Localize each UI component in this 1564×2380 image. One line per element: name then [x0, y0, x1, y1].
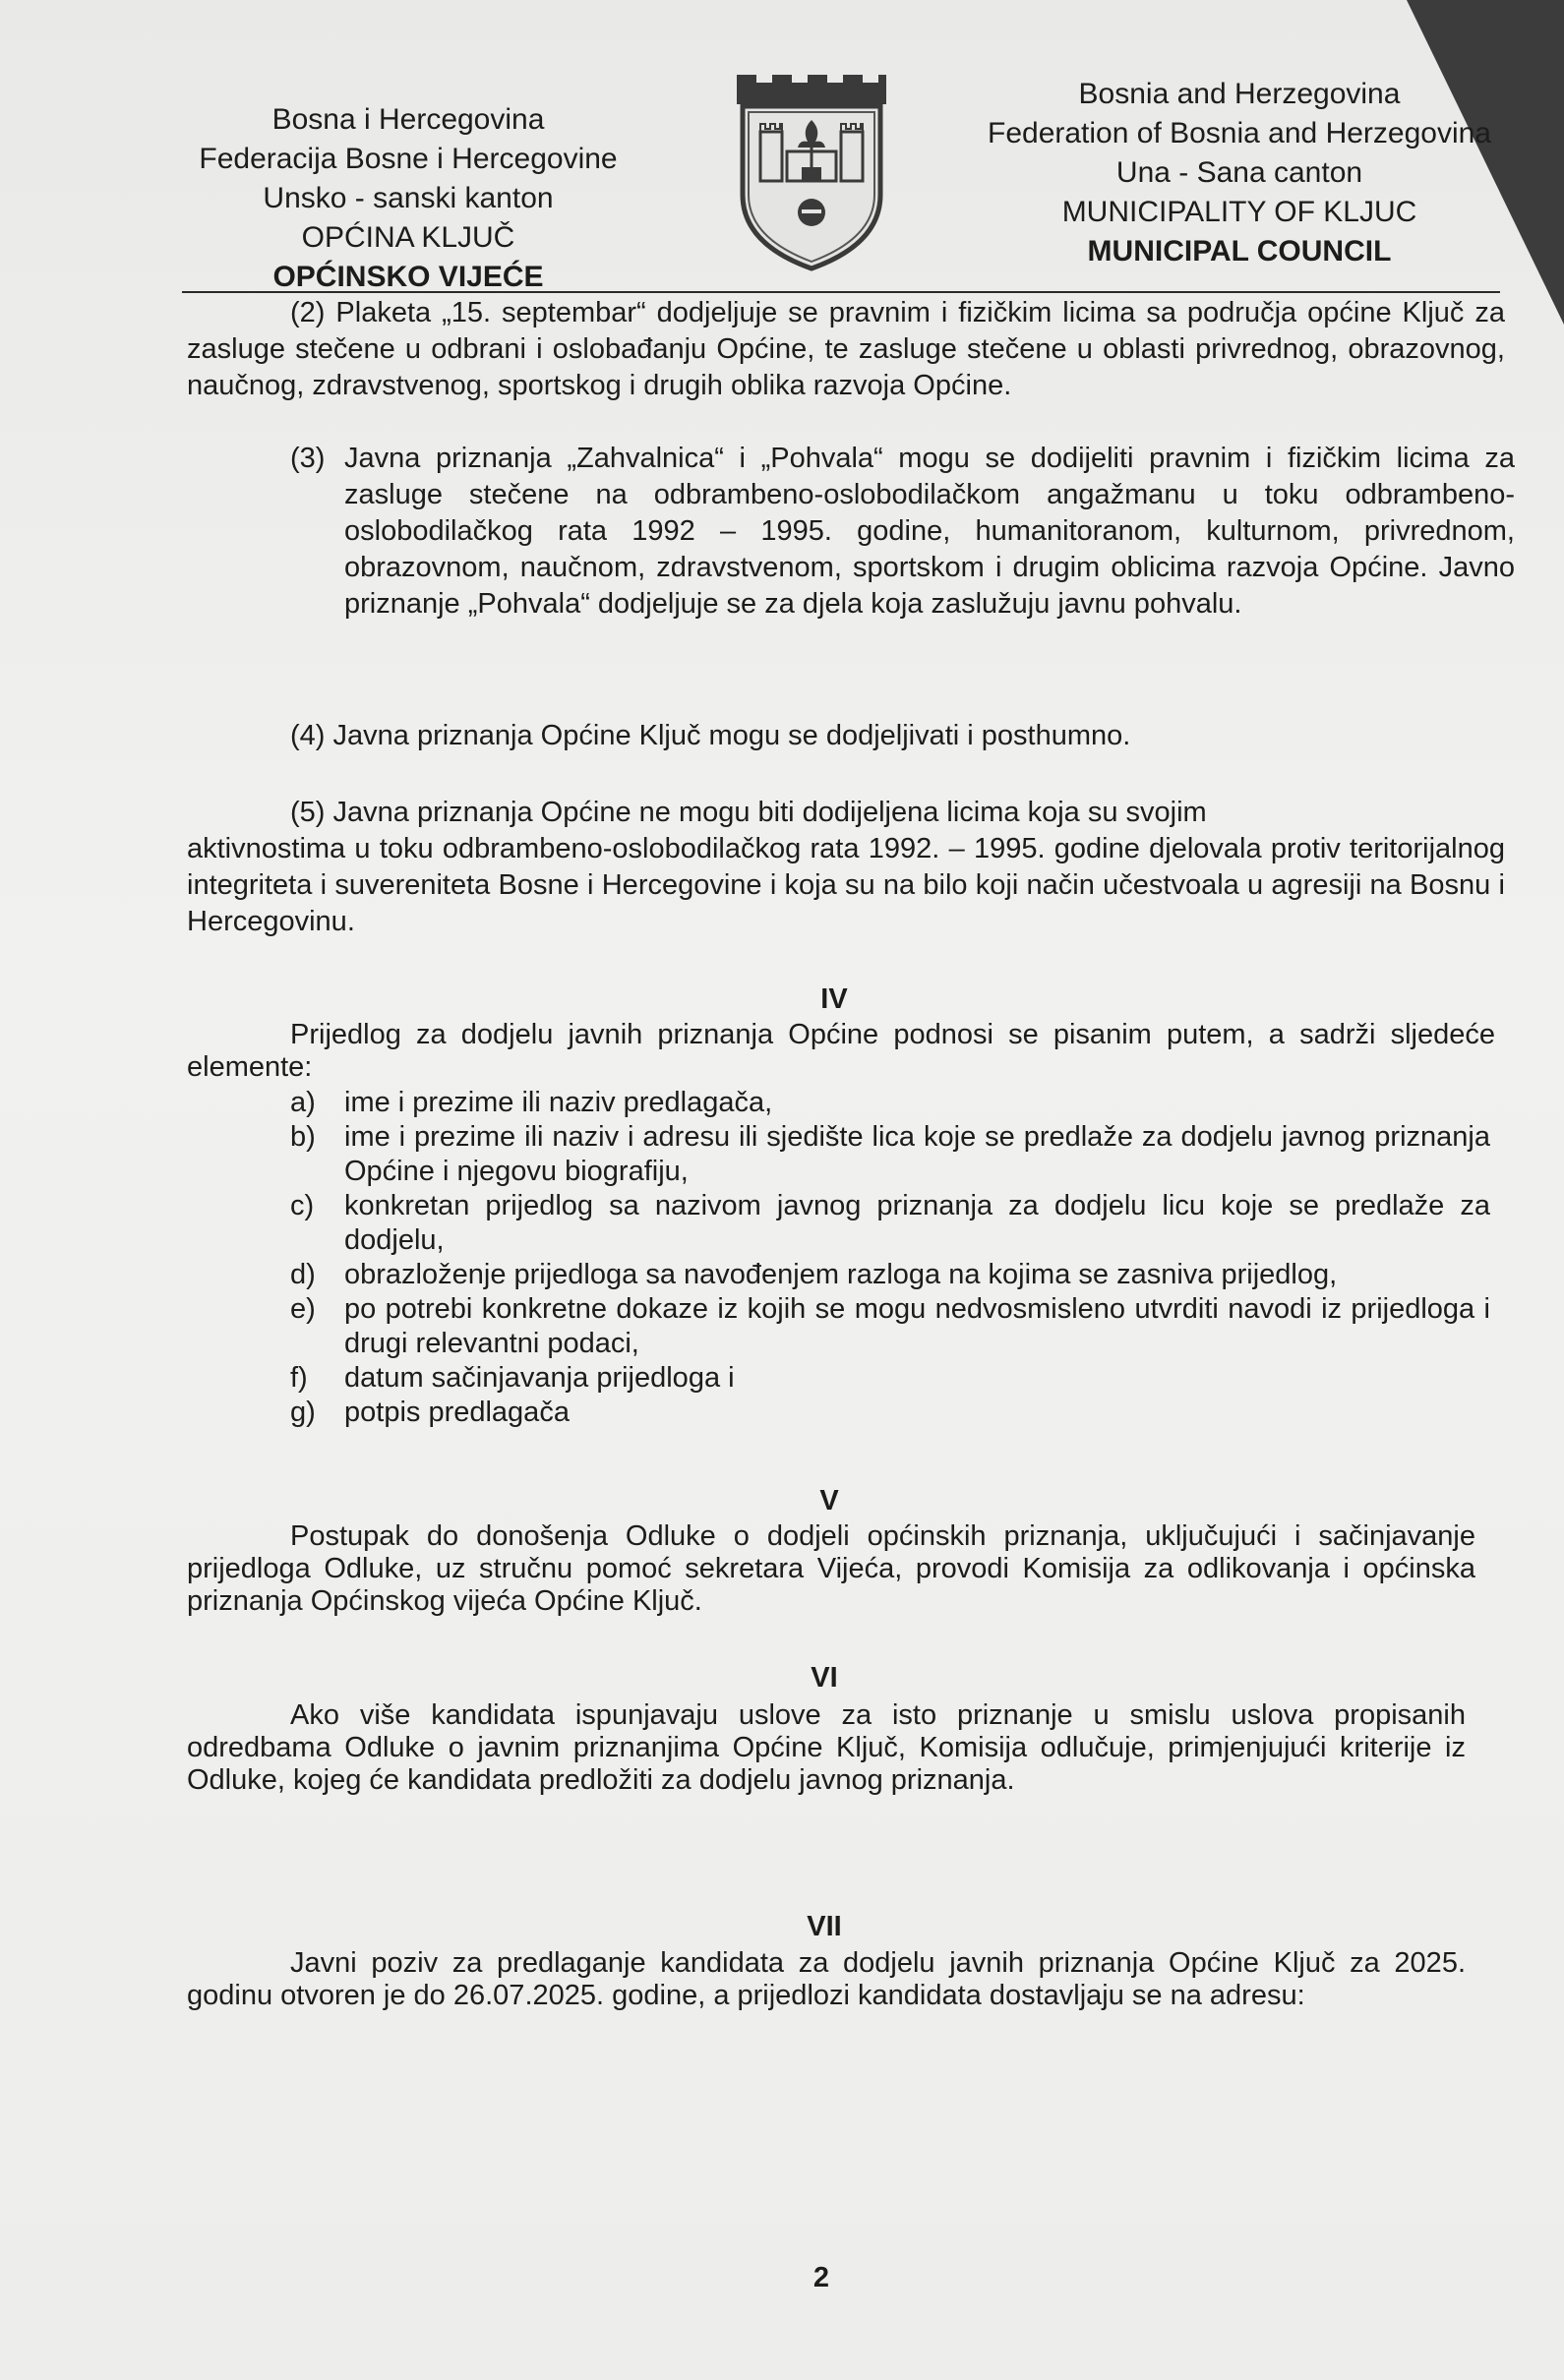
header-right-municipality: MUNICIPALITY OF KLJUC [1061, 196, 1417, 228]
list-item [290, 1292, 1490, 1361]
list-item-text: ime i prezime ili naziv i adresu ili sjedište lica koje se predlaže za dodjelu javnog priznanja Općine i njegovu biografiju, [344, 1121, 1490, 1187]
section-vi-text: Ako više kandidata ispunjavaju uslove za isto priznanje u smislu uslova propisanih odredbama Odluke o javnim priznanjima Općine Ključ, Komisija odlučuje, primjenjujući kriterije iz Odluke, kojeg će kandidata predložiti za dodjelu javnog priznanja. [187, 1699, 1466, 1796]
header-left-federation: Federacija Bosne i Hercegovine [199, 143, 618, 175]
page-number: 2 [812, 2262, 830, 2293]
header-left [172, 100, 644, 297]
list-item-label: b) [290, 1121, 316, 1153]
header-left-canton: Unsko - sanski kanton [263, 182, 554, 214]
header-right [944, 75, 1534, 271]
list-item-text: obrazloženje prijedloga sa navođenjem razloga na kojima se zasniva prijedlog, [344, 1259, 1338, 1290]
section-v-title: V [819, 1485, 839, 1517]
section-vi-title: VI [811, 1662, 838, 1694]
list-item [290, 1361, 1490, 1396]
list-item [290, 1086, 1490, 1120]
section-iv-list [290, 1086, 1490, 1430]
header-right-canton: Una - Sana canton [1115, 156, 1363, 189]
list-item [290, 1120, 1490, 1189]
section-vii-text: Javni poziv za predlaganje kandidata za dodjelu javnih priznanja Općine Ključ za 2025. godinu otvoren je do 26.07.2025. godine, a prijedlozi kandidata dostavljaju se na adresu: [187, 1947, 1466, 2011]
list-item-label: a) [290, 1087, 316, 1118]
paragraph-3-number: (3) [290, 443, 326, 474]
list-item-text: konkretan prijedlog sa nazivom javnog priznanja za dodjelu licu koje se predlaže za dodjelu, [344, 1190, 1490, 1256]
paragraph-3: Javna priznanja „Zahvalnica“ i „Pohvala“ mogu se dodijeliti pravnim i fizičkim licima za zasluge stečene na odbrambeno-oslobodilačkom angažmanu u toku odbrambeno-oslobodilačkog rata 1992 – 1995. godine, humanitoranom, kulturnom, privrednom, obrazovnom, naučnom, zdravstvenom, sportskom i drugim oblicima razvoja Općine. Javno priznanje „Pohvala“ dodjeljuje se za djela koja zaslužuju javnu pohvalu. [344, 443, 1515, 620]
list-item-text: potpis predlagača [344, 1397, 570, 1428]
paragraph-5-first-line: (5) Javna priznanja Općine ne mogu biti dodijeljena licima koja su svojim [290, 797, 1207, 828]
header-left-council: OPĆINSKO VIJEĆE [272, 261, 544, 293]
list-item [290, 1189, 1490, 1258]
list-item-label: e) [290, 1293, 316, 1325]
section-vii-title: VII [807, 1911, 842, 1942]
paragraph-4: (4) Javna priznanja Općine Ključ mogu se dodjeljivati i posthumno. [290, 720, 1131, 751]
coat-of-arms-icon [733, 65, 890, 271]
list-item [290, 1396, 1490, 1430]
section-iv-title: IV [820, 983, 848, 1015]
header-left-municipality: OPĆINA KLJUČ [301, 221, 515, 254]
paragraph-2: (2) Plaketa „15. septembar“ dodjeljuje se pravnim i fizičkim licima sa područja općine Ključ za zasluge stečene u odbrani i oslobađanju Općine, te zasluge stečene u oblasti privrednog, obrazovnog, naučnog, zdravstvenog, sportskog i drugih oblika razvoja Općine. [187, 297, 1505, 401]
header-left-country: Bosna i Hercegovina [271, 103, 545, 136]
list-item-text: po potrebi konkretne dokaze iz kojih se mogu nedvosmisleno utvrditi navodi iz prijedloga i drugi relevantni podaci, [344, 1293, 1490, 1359]
list-item [290, 1258, 1490, 1292]
header-right-federation: Federation of Bosnia and Herzegovina [988, 117, 1491, 149]
list-item-text: datum sačinjavanja prijedloga i [344, 1362, 735, 1394]
list-item-label: f) [290, 1362, 308, 1394]
section-v-text: Postupak do donošenja Odluke o dodjeli općinskih priznanja, uključujući i sačinjavanje prijedloga Odluke, uz stručnu pomoć sekretara Vijeća, provodi Komisija za odlikovanja i općinska priznanja Općinskog vijeća Općine Ključ. [187, 1520, 1475, 1617]
list-item-label: c) [290, 1190, 315, 1221]
list-item-text: ime i prezime ili naziv predlagača, [344, 1087, 773, 1118]
list-item-label: g) [290, 1397, 316, 1428]
header-right-country: Bosnia and Herzegovina [1078, 78, 1401, 110]
header-right-council: MUNICIPAL COUNCIL [1087, 235, 1392, 268]
list-item-label: d) [290, 1259, 316, 1290]
paragraph-5: aktivnostima u toku odbrambeno-oslobodilačkog rata 1992. – 1995. godine djelovala protiv teritorijalnog integriteta i suvereniteta Bosne i Hercegovine i koja su na bilo koji način učestvoala u agresiji na Bosnu i Hercegovinu. [187, 833, 1505, 937]
section-iv-intro: Prijedlog za dodjelu javnih priznanja Općine podnosi se pisanim putem, a sadrži sljedeće elemente: [187, 1019, 1495, 1083]
header-divider [182, 291, 1500, 293]
